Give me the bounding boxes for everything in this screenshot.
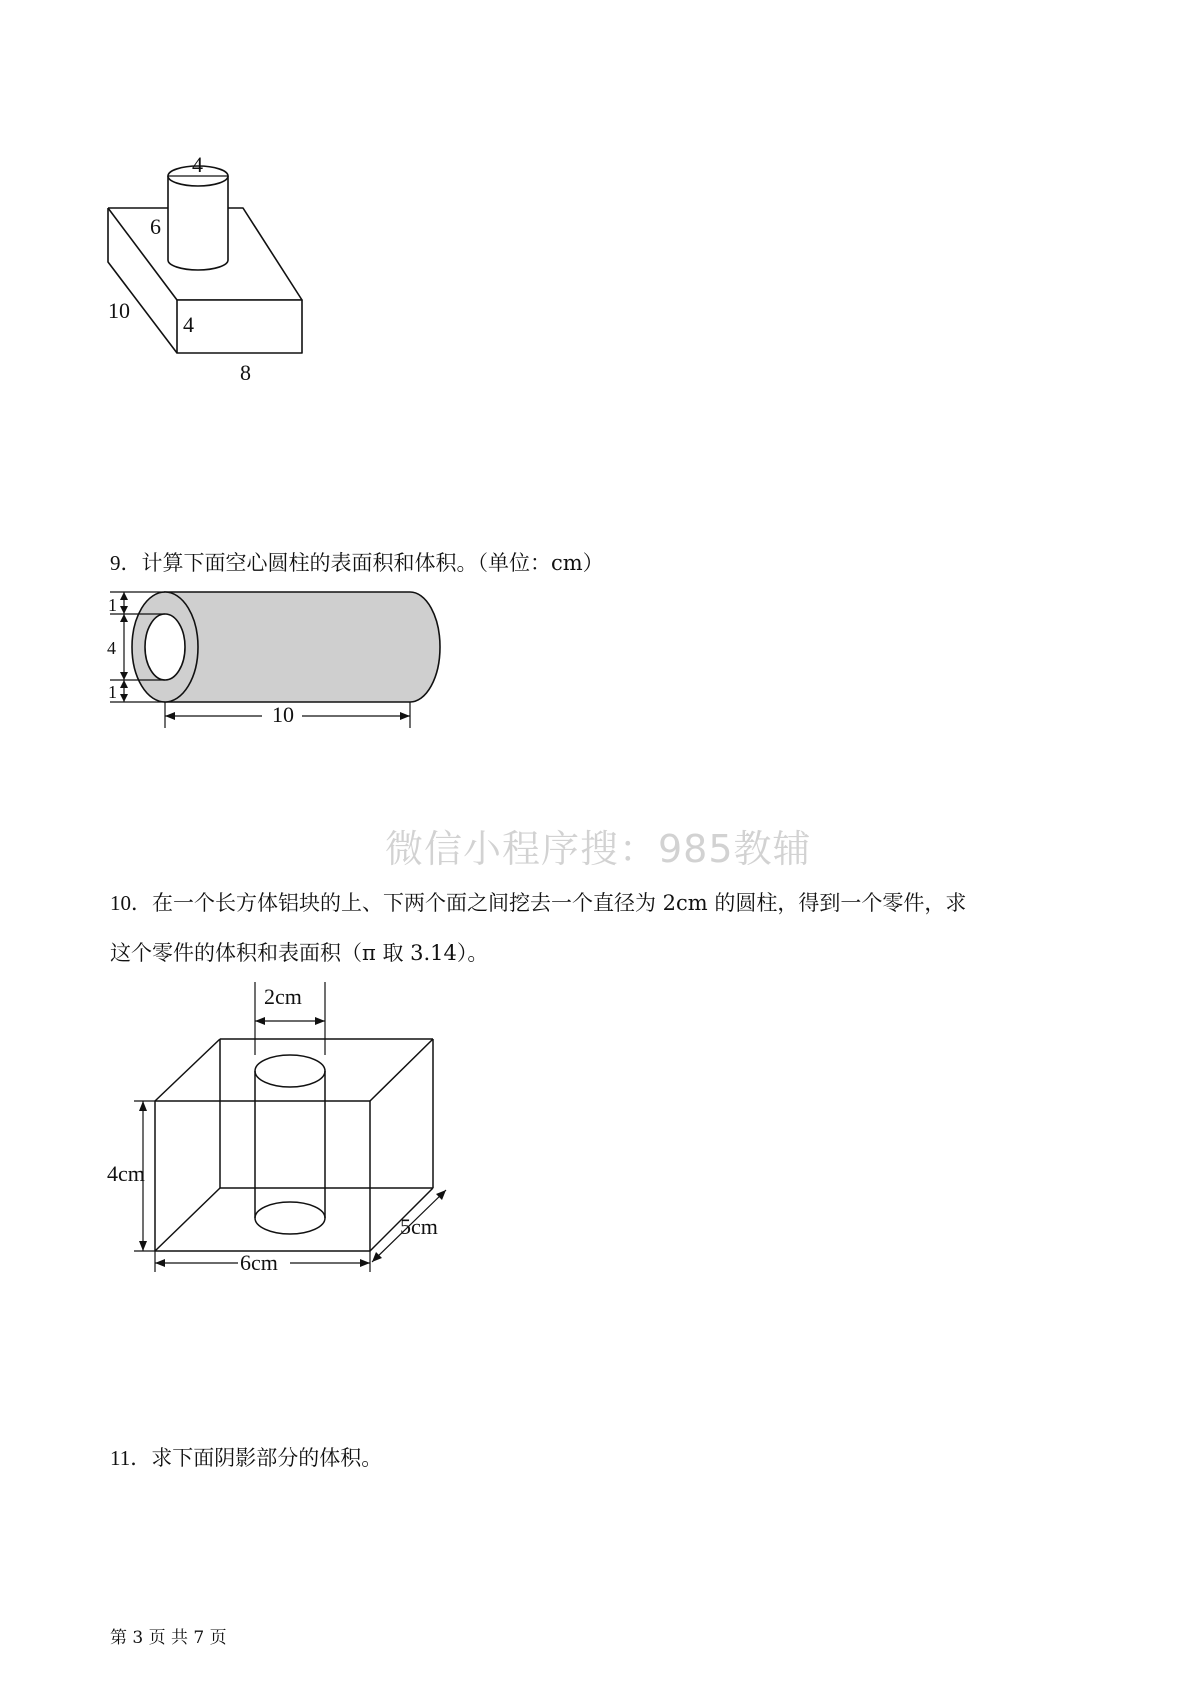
cuboid-with-hole-figure <box>0 0 480 1290</box>
length-label: 10 <box>272 702 294 727</box>
cylinder-height-label: 6 <box>150 214 161 239</box>
question-number: 9 <box>110 551 121 575</box>
depth-label: 5cm <box>400 1214 438 1239</box>
top-thickness-label: 1 <box>108 595 117 615</box>
page-footer: 第 3 页 共 7 页 <box>110 1628 227 1648</box>
bottom-thickness-label: 1 <box>108 682 117 702</box>
cuboid-width-label: 10 <box>108 298 130 323</box>
length-label: 6cm <box>240 1250 278 1275</box>
diameter-label: 2cm <box>264 984 302 1009</box>
cuboid-height-label: 4 <box>183 312 194 337</box>
cuboid-length-label: 8 <box>240 360 251 385</box>
question-11 <box>110 1443 382 1473</box>
watermark: 微信小程序搜：985教辅 <box>385 827 812 871</box>
question-number: 10 <box>110 891 131 915</box>
question-text-line-1: ．在一个长方体铝块的上、下两个面之间挖去一个直径为 2cm 的圆柱，得到一个零件，求 <box>131 891 967 915</box>
height-label: 4cm <box>107 1161 145 1186</box>
cylinder-diameter-label: 4 <box>192 152 203 177</box>
question-text: ．计算下面空心圆柱的表面积和体积。（单位：cm） <box>120 551 604 575</box>
inner-diameter-label: 4 <box>107 638 116 658</box>
question-text-line-2: 这个零件的体积和表面积（π 取 3.14）。 <box>110 941 489 965</box>
question-number: 11 <box>110 1446 131 1470</box>
question-text: ．求下面阴影部分的体积。 <box>130 1446 383 1470</box>
